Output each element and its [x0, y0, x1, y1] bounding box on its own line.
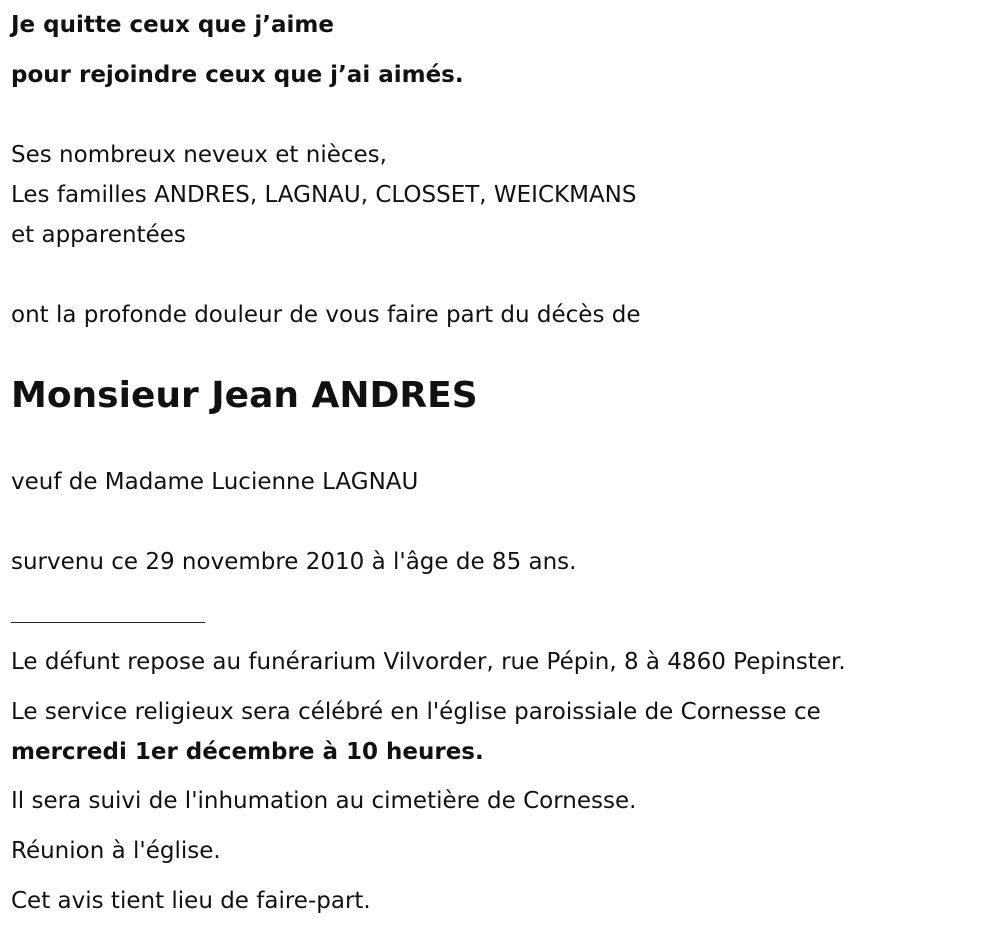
epigraph-line-2: pour rejoindre ceux que j’ai aimés. — [11, 62, 464, 88]
family-line-1: Ses nombreux neveux et nièces, — [11, 142, 387, 168]
deceased-name: Monsieur Jean ANDRES — [11, 375, 478, 416]
separator-line — [11, 622, 205, 623]
meeting-text: Réunion à l'église. — [11, 838, 221, 864]
family-line-3: et apparentées — [11, 222, 186, 248]
notice-text: Cet avis tient lieu de faire-part. — [11, 888, 371, 914]
burial-text: Il sera suivi de l'inhumation au cimetière de Cornesse. — [11, 788, 637, 814]
repose-text: Le défunt repose au funérarium Vilvorder, rue Pépin, 8 à 4860 Pepinster. — [11, 649, 846, 675]
service-date-text: mercredi 1er décembre à 10 heures. — [11, 739, 484, 765]
death-info-text: survenu ce 29 novembre 2010 à l'âge de 85 ans. — [11, 549, 577, 575]
spouse-text: veuf de Madame Lucienne LAGNAU — [11, 469, 419, 495]
family-line-2: Les familles ANDRES, LAGNAU, CLOSSET, WEICKMANS — [11, 182, 637, 208]
service-text: Le service religieux sera célébré en l'église paroissiale de Cornesse ce — [11, 699, 821, 725]
epigraph-line-1: Je quitte ceux que j’aime — [11, 12, 334, 38]
announcement-text: ont la profonde douleur de vous faire part du décès de — [11, 302, 641, 328]
